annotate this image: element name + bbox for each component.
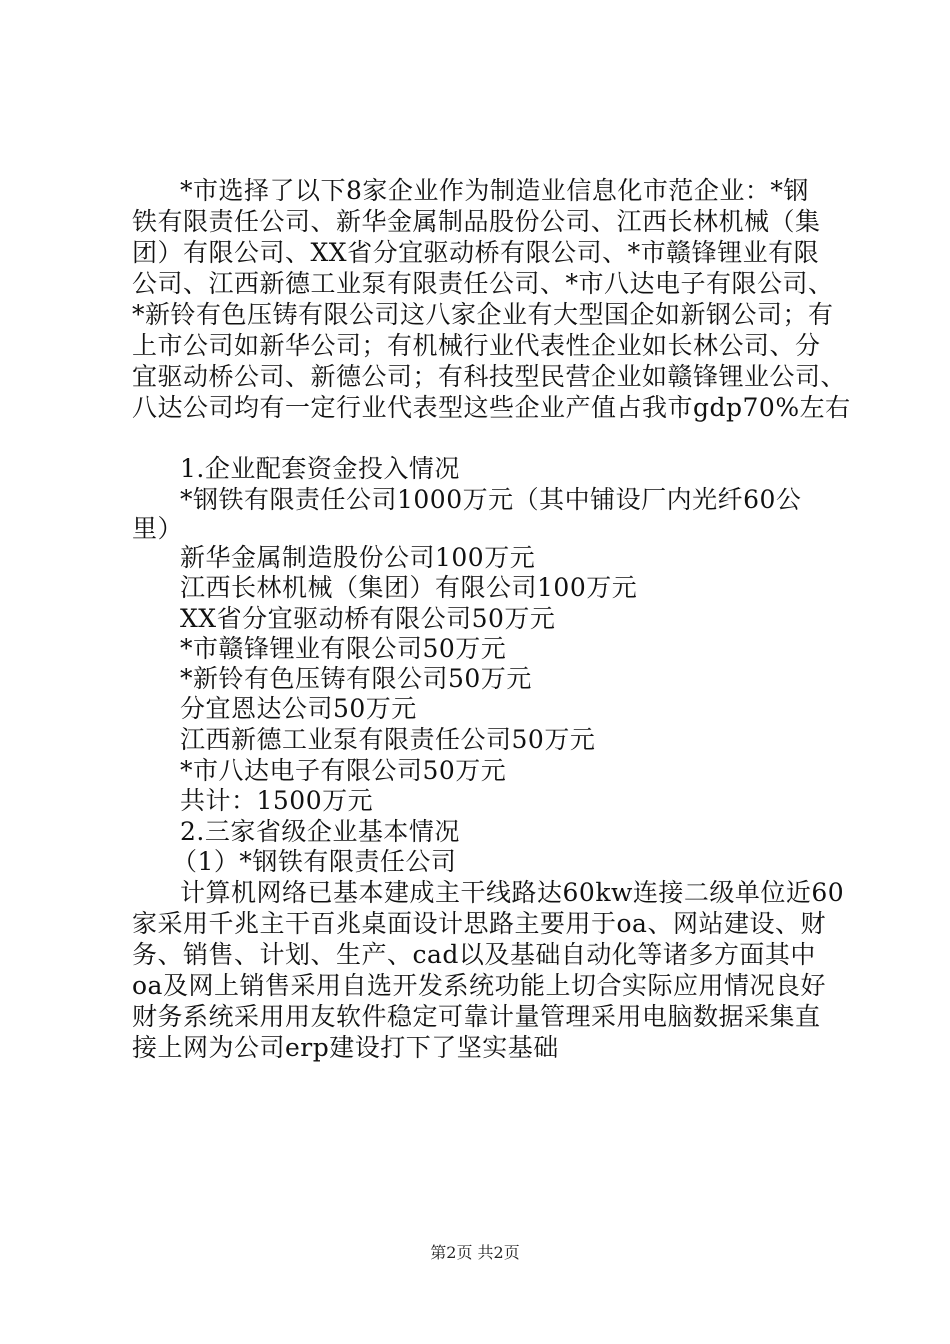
- paragraph-2-line: oa及网上销售采用自选开发系统功能上切合实际应用情况良好: [132, 971, 826, 1000]
- paragraph-1-line: *市选择了以下8家企业作为制造业信息化市范企业：*钢: [180, 176, 809, 205]
- section-1-heading: 1.企业配套资金投入情况: [180, 454, 460, 483]
- investment-item: XX省分宜驱动桥有限公司50万元: [180, 604, 556, 633]
- paragraph-2-line: 计算机网络已基本建成主干线路达60kw连接二级单位近60: [180, 878, 845, 907]
- paragraph-1-line: 上市公司如新华公司；有机械行业代表性企业如长林公司、分: [132, 331, 821, 360]
- paragraph-2-line: 财务系统采用用友软件稳定可靠计量管理采用电脑数据采集直: [132, 1002, 821, 1031]
- investment-item: 里）: [132, 514, 184, 543]
- page-number-footer: 第2页 共2页: [430, 1243, 520, 1262]
- investment-item: *市八达电子有限公司50万元: [180, 756, 507, 785]
- investment-item: *市赣锋锂业有限公司50万元: [180, 634, 507, 663]
- paragraph-1-line: 团）有限公司、XX省分宜驱动桥有限公司、*市赣锋锂业有限: [132, 238, 820, 267]
- investment-item: 江西新德工业泵有限责任公司50万元: [180, 725, 596, 754]
- paragraph-1-line: *新铃有色压铸有限公司这八家企业有大型国企如新钢公司；有: [132, 300, 834, 329]
- investment-total: 共计：1500万元: [180, 786, 374, 815]
- paragraph-2-line: 接上网为公司erp建设打下了坚实基础: [132, 1033, 559, 1062]
- investment-item: 新华金属制造股份公司100万元: [180, 543, 536, 572]
- investment-item: 江西长林机械（集团）有限公司100万元: [180, 573, 638, 602]
- paragraph-1-line: 公司、江西新德工业泵有限责任公司、*市八达电子有限公司、: [132, 269, 834, 298]
- paragraph-1-line: 八达公司均有一定行业代表型这些企业产值占我市gdp70%左右: [132, 393, 851, 422]
- section-2-subheading: （1）*钢铁有限责任公司: [172, 847, 457, 876]
- investment-item: 分宜恩达公司50万元: [180, 694, 417, 723]
- investment-item: *新铃有色压铸有限公司50万元: [180, 664, 532, 693]
- paragraph-2-line: 务、销售、计划、生产、cad以及基础自动化等诸多方面其中: [132, 940, 816, 969]
- paragraph-2-line: 家采用千兆主干百兆桌面设计思路主要用于oa、网站建设、财: [132, 909, 826, 938]
- paragraph-1-line: 铁有限责任公司、新华金属制品股份公司、江西长林机械（集: [132, 207, 821, 236]
- investment-item: *钢铁有限责任公司1000万元（其中铺设厂内光纤60公: [180, 485, 802, 514]
- paragraph-1-line: 宜驱动桥公司、新德公司；有科技型民营企业如赣锋锂业公司、: [132, 362, 847, 391]
- section-2-heading: 2.三家省级企业基本情况: [180, 817, 460, 846]
